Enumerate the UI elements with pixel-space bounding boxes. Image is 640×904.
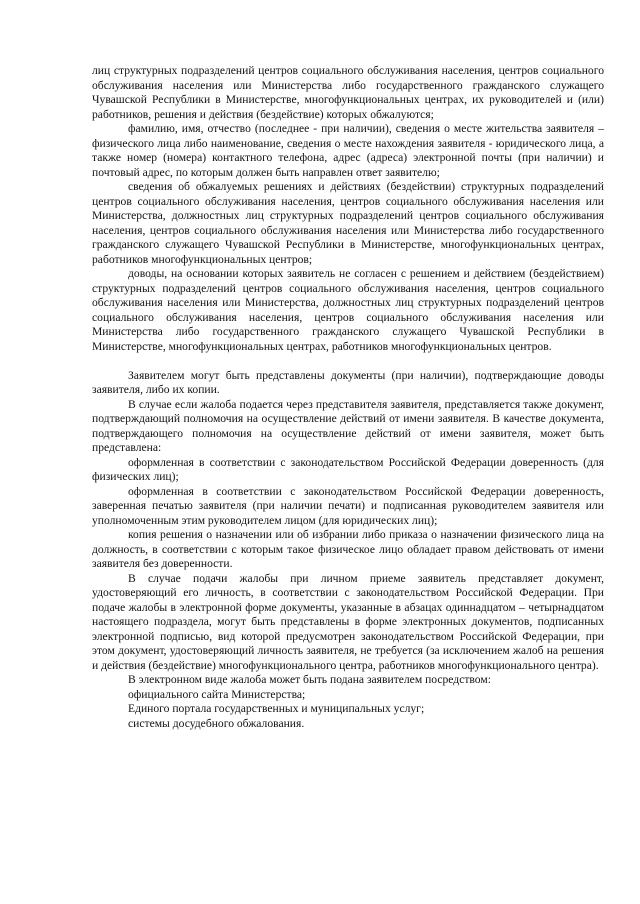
list-item-pretrial-appeal-system: системы досудебного обжалования.	[128, 716, 305, 730]
paragraph-arguments: доводы, на основании которых заявитель не согласен с решением и действием (бездействием) структурных подразделений центров социального обслуживания населения, центров социального обслуживания населения или Министерства, должностных лиц структурных подразделений центров социального обслуживания населения, центров социального обслуживания населения или Министерства либо государственного гражданского служащего Чувашской Республики в Министерстве, многофункциональных центрах, работников многофункциональных центров.	[92, 267, 604, 353]
paragraph-representative: В случае если жалоба подается через представителя заявителя, представляется также документ, подтверждающий полномочия на осуществление действий от имени заявителя. В качестве документа, подтверждающего полномочия на осуществление действий от имени заявителя, может быть представлена:	[92, 397, 604, 454]
paragraph-appointment-order: копия решения о назначении или об избрании либо приказа о назначении физического лица на должность, в соответствии с которым такое физическое лицо обладает правом действовать от имени заявителя без доверенности.	[92, 528, 604, 570]
paragraph-appealed-decisions: сведения об обжалуемых решениях и действиях (бездействии) структурных подразделений центров социального обслуживания населения, центров социального обслуживания населения или Министерства, должностных лиц структурных подразделений центров социального обслуживания населения, центров социального обслуживания населения или Министерства либо государственного гражданского служащего Чувашской Республики в Министерстве, многофункциональных центрах, работников многофункциональных центров;	[92, 180, 604, 266]
list-item-ministry-website: официального сайта Министерства;	[128, 687, 306, 701]
paragraph-power-of-attorney-individuals: оформленная в соответствии с законодательством Российской Федерации доверенность (для физических лиц);	[92, 455, 604, 483]
document-page	[92, 64, 604, 731]
list-item-unified-portal: Единого портала государственных и муниципальных услуг;	[128, 702, 425, 715]
paragraph-applicant-identity: фамилию, имя, отчество (последнее - при наличии), сведения о месте жительства заявителя – физического лица либо наименование, сведения о месте нахождения заявителя - юридического лица, а также номер (номера) контактного телефона, адрес (адреса) электронной почты (при наличии) и почтовый адрес, по которым должен быть направлен ответ заявителю;	[92, 122, 604, 179]
paragraph-electronic-submission: В электронном виде жалоба может быть подана заявителем посредством:	[128, 673, 491, 686]
paragraph-appeal-subjects-continued: лиц структурных подразделений центров социального обслуживания населения, центров социального обслуживания населения или Министерства либо государственного гражданского служащего Чувашской Республики в Министерстве, многофункциональных центрах, их руководителей и (или) работников, решения и действия (бездействие) которых обжалуются;	[92, 64, 604, 121]
paragraph-personal-reception: В случае подачи жалобы при личном приеме заявитель представляет документ, удостоверяющий его личность, в соответствии с законодательством Российской Федерации. При подаче жалобы в электронной форме документы, указанные в абзацах одиннадцатом – четырнадцатом настоящего подраздела, могут быть представлены в форме электронных документов, подписанных электронной подписью, вид которой предусмотрен законодательством Российской Федерации, при этом документ, удостоверяющий личность заявителя, не требуется (за исключением жалоб на решения и действия (бездействие) многофункционального центра, работников многофункционального центра).	[92, 571, 604, 672]
paragraph-supporting-documents: Заявителем могут быть представлены документы (при наличии), подтверждающие доводы заявителя, либо их копии.	[92, 368, 604, 396]
paragraph-power-of-attorney-legal-entities: оформленная в соответствии с законодательством Российской Федерации доверенность, заверенная печатью заявителя (при наличии печати) и подписанная руководителем заявителя или уполномоченным этим руководителем лицом (для юридических лиц);	[92, 484, 604, 527]
